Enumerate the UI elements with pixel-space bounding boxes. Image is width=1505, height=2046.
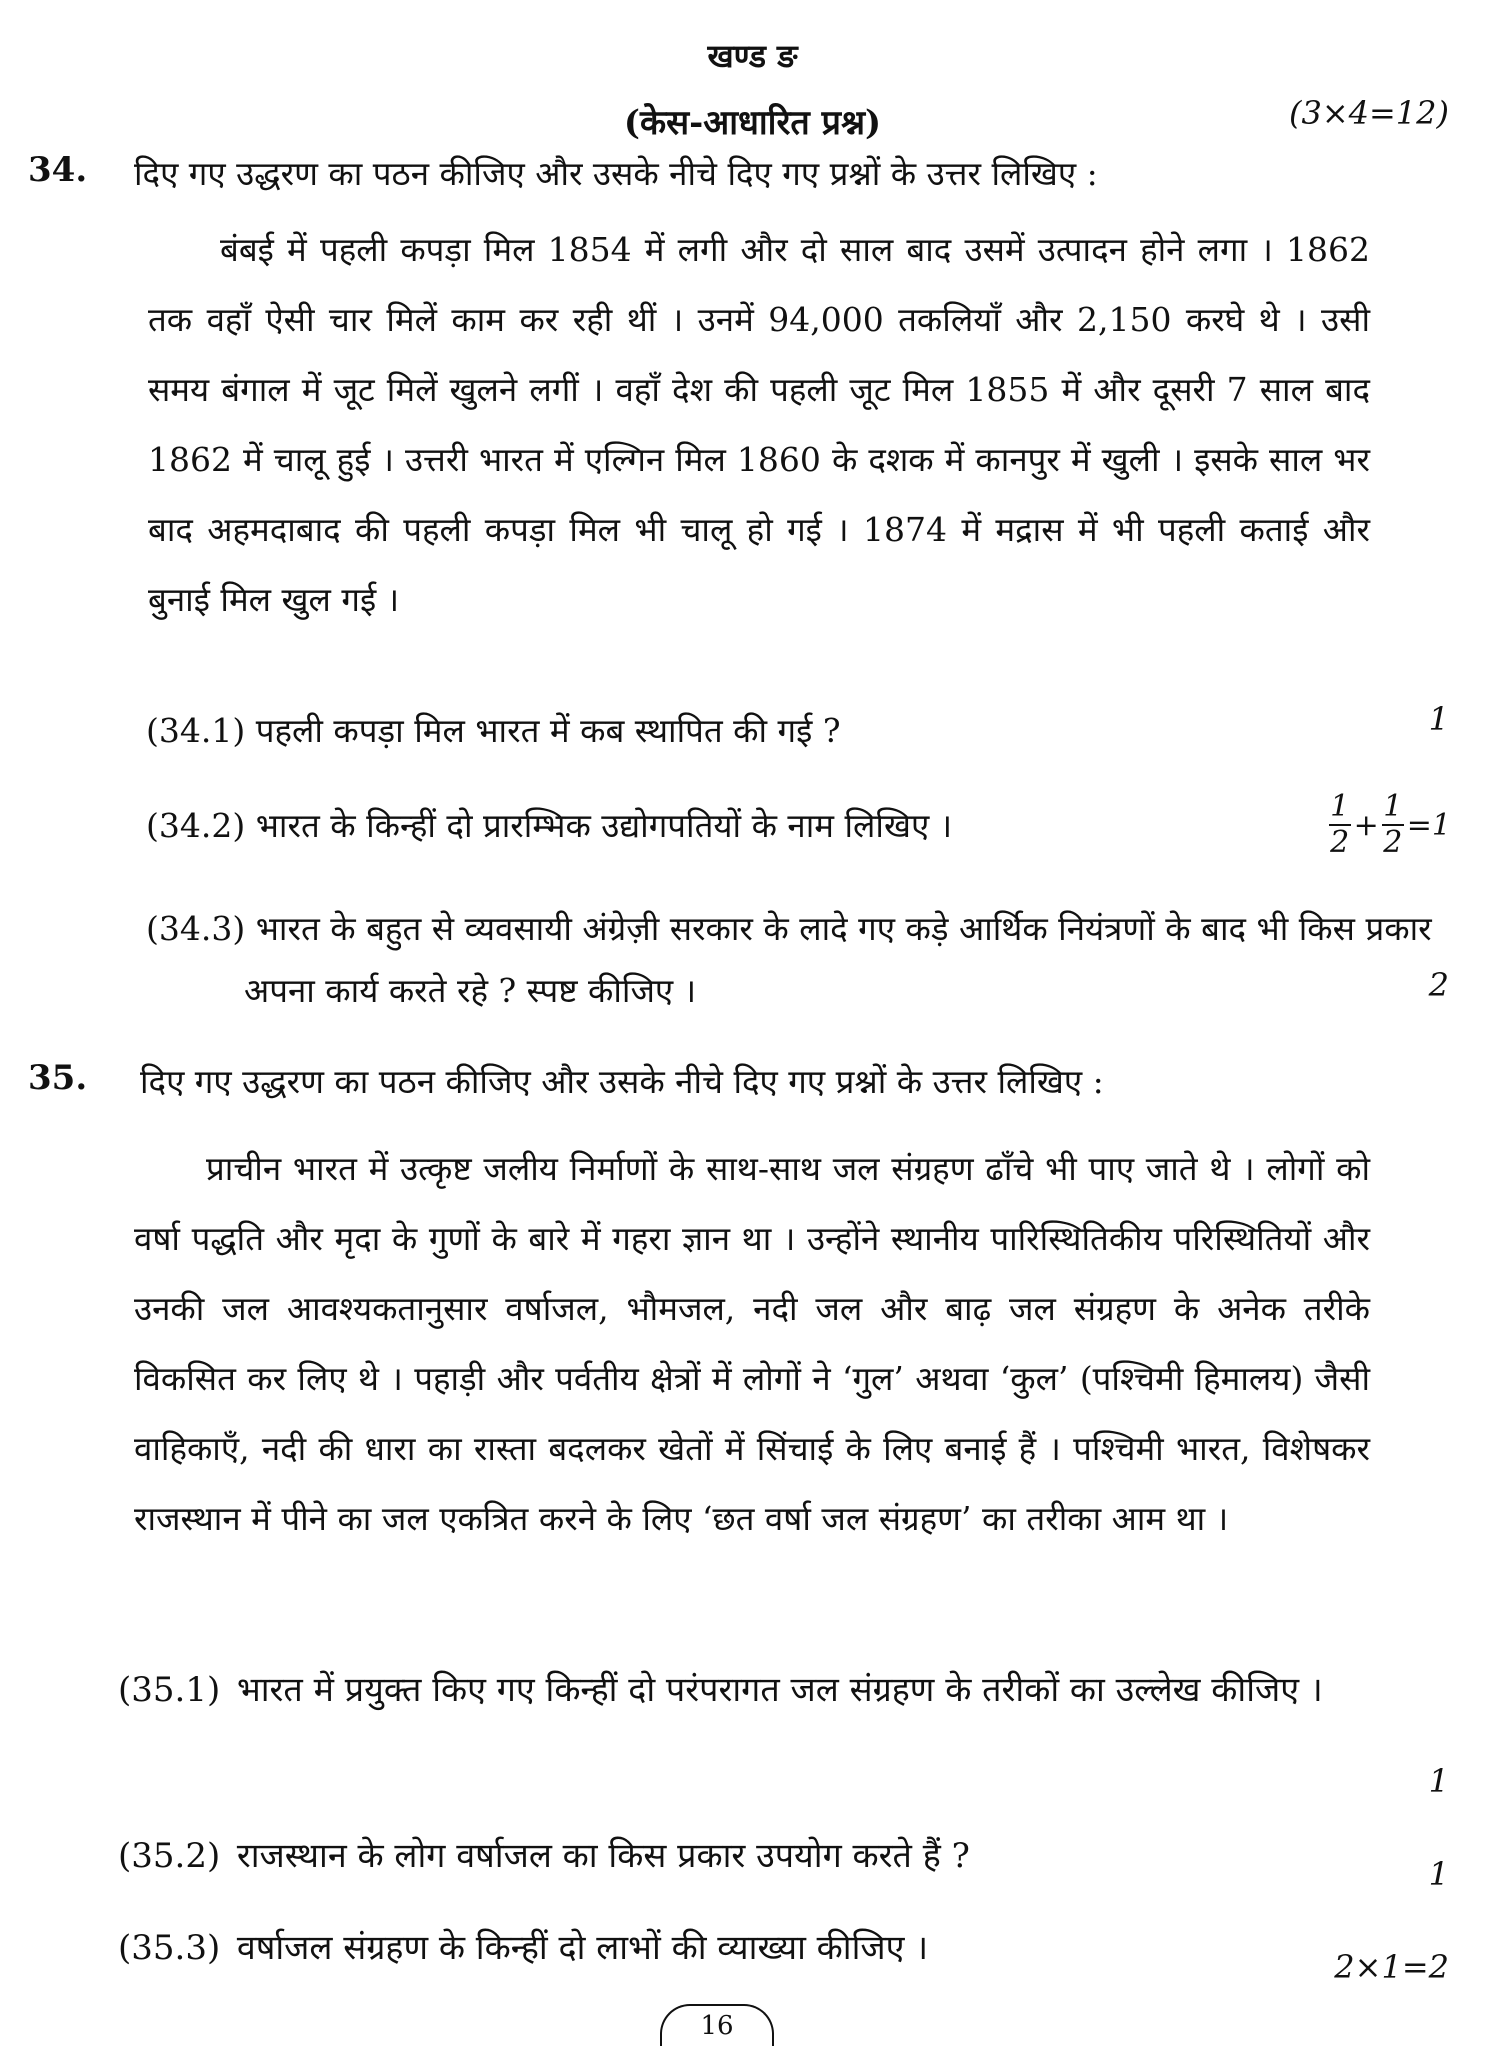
question-35-passage: प्राचीन भारत में उत्कृष्ट जलीय निर्माणों के साथ-साथ जल संग्रहण ढाँचे भी पाए जाते थे । लोगों को वर्षा पद्धति और मृदा के गुणों के बारे में गहरा ज्ञान था । उन्होंने स्थानीय पारिस्थितिकीय परिस्थितियों और उनकी जल आवश्यकतानुसार वर्षाजल, भौमजल, नदी जल और बाढ़ जल संग्रहण के अनेक तरीके विकसित कर लिए थे । पहाड़ी और पर्वतीय क्षेत्रों में लोगों ने ‘गुल’ अथवा ‘कुल’ (पश्चिमी हिमालय) जैसी वाहिकाएँ, नदी की धारा का रास्ता बदलकर खेतों में सिंचाई के लिए बनाई हैं । पश्चिमी भारत, विशेषकर राजस्थान में पीने का जल एकत्रित करने के लिए ‘छत वर्षा जल संग्रहण’ का तरीका आम था । xyxy=(134,1149,1370,1538)
fraction-half: 1 2 xyxy=(1383,789,1403,860)
subquestion-label: (35.2) xyxy=(118,1836,221,1876)
subquestion-label: (34.3) xyxy=(146,909,246,948)
subquestion-35-2-marks: 1 xyxy=(1428,1855,1449,1893)
subquestion-text: भारत के बहुत से व्यवसायी अंग्रेज़ी सरकार के लादे गए कड़े आर्थिक नियंत्रणों के बाद भी किस प्रकार अपना कार्य करते रहे ? स्पष्ट कीजिए । xyxy=(244,909,1432,1010)
subquestion-34-1-marks: 1 xyxy=(1428,700,1449,738)
question-number-35: 35. xyxy=(28,1058,88,1098)
subquestion-35-1-marks: 1 xyxy=(1428,1762,1449,1800)
subquestion-34-3 xyxy=(146,898,1468,1022)
subquestion-35-1 xyxy=(118,1654,1476,1726)
subquestion-text: भारत के किन्हीं दो प्रारम्भिक उद्योगपतियों के नाम लिखिए । xyxy=(255,806,953,845)
question-number-34: 34. xyxy=(28,150,88,190)
subquestion-34-1 xyxy=(146,700,1326,762)
subquestion-text: भारत में प्रयुक्त किए गए किन्हीं दो परंपरागत जल संग्रहण के तरीकों का उल्लेख कीजिए । xyxy=(236,1670,1323,1710)
question-34-passage: बंबई में पहली कपड़ा मिल 1854 में लगी और दो साल बाद उसमें उत्पादन होने लगा । 1862 तक वहाँ ऐसी चार मिलें काम कर रही थीं । उनमें 94,000 तकलियाँ और 2,150 करघे थे । उसी समय बंगाल में जूट मिलें खुलने लगीं । वहाँ देश की पहली जूट मिल 1855 में और दूसरी 7 साल बाद 1862 में चालू हुई । उत्तरी भारत में एल्गिन मिल 1860 के दशक में कानपुर में खुली । इसके साल भर बाद अहमदाबाद की पहली कपड़ा मिल भी चालू हो गई । 1874 में मद्रास में भी पहली कताई और बुनाई मिल खुल गई । xyxy=(148,230,1370,619)
question-34-instruction: दिए गए उद्धरण का पठन कीजिए और उसके नीचे दिए गए प्रश्नों के उत्तर लिखिए : xyxy=(134,154,1098,193)
subquestion-text: पहली कपड़ा मिल भारत में कब स्थापित की गई ? xyxy=(255,711,841,750)
subquestion-label: (34.2) xyxy=(146,806,246,845)
section-title: खण्ड ङ xyxy=(707,37,798,75)
subquestion-34-2 xyxy=(146,795,1326,857)
subquestion-35-3-marks: 2×1=2 xyxy=(1334,1948,1449,1986)
subquestion-label: (35.1) xyxy=(118,1670,221,1710)
section-marks: (3×4=12) xyxy=(1288,94,1449,132)
subquestion-35-2 xyxy=(118,1820,1368,1892)
subquestion-label: (35.3) xyxy=(118,1928,221,1968)
subquestion-label: (34.1) xyxy=(146,711,246,750)
page-number: 16 xyxy=(660,2004,774,2046)
question-35-instruction: दिए गए उद्धरण का पठन कीजिए और उसके नीचे दिए गए प्रश्नों के उत्तर लिखिए : xyxy=(140,1062,1104,1101)
subquestion-34-3-marks: 2 xyxy=(1428,966,1449,1004)
subquestion-34-2-marks: 1 2 + 1 2 =1 xyxy=(1330,789,1451,860)
fraction-half: 1 2 xyxy=(1330,789,1350,860)
subquestion-text: राजस्थान के लोग वर्षाजल का किस प्रकार उपयोग करते हैं ? xyxy=(236,1836,970,1876)
subquestion-35-3 xyxy=(118,1912,1368,1984)
section-subtitle: (केस-आधारित प्रश्न) xyxy=(623,103,882,143)
subquestion-text: वर्षाजल संग्रहण के किन्हीं दो लाभों की व्याख्या कीजिए । xyxy=(236,1928,929,1968)
